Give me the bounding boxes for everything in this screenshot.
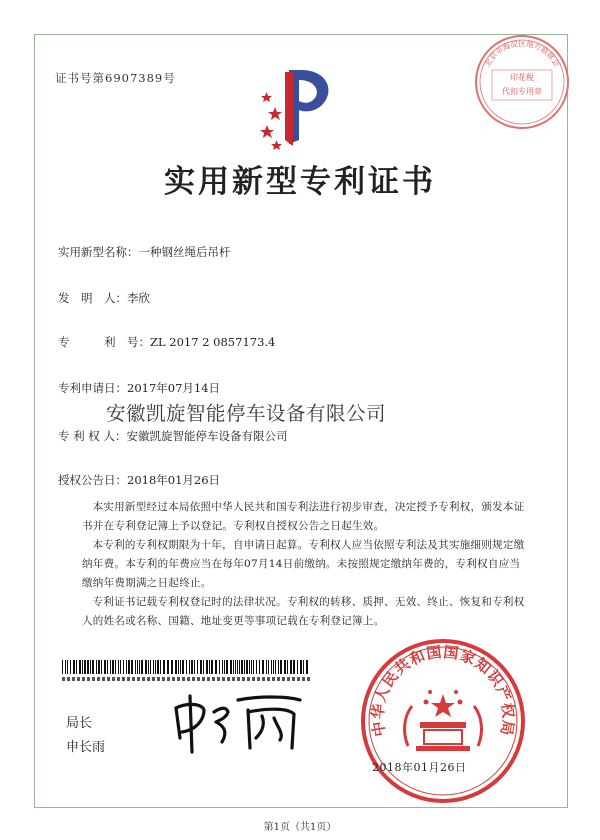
barcode-digit-mark (97, 677, 100, 681)
barcode-bar (241, 660, 243, 674)
barcode-digit-mark (72, 677, 75, 681)
barcode-digit-mark (142, 677, 145, 681)
barcode-digit-mark (102, 677, 105, 681)
barcode-digit-mark (92, 677, 95, 681)
body-text (82, 498, 528, 631)
barcode-digit-mark (292, 677, 295, 681)
barcode-digit-mark (87, 677, 90, 681)
barcode-bar (284, 660, 286, 674)
barcode-bar (300, 660, 302, 674)
barcode-bar (180, 660, 181, 674)
barcode-bar (303, 660, 304, 674)
barcode-bar (297, 660, 298, 674)
barcode-bar (253, 660, 254, 674)
patentee-overlay-text: 安徽凯旋智能停车设备有限公司 (106, 402, 387, 425)
barcode-digit-mark (132, 677, 135, 681)
barcode-bar (98, 660, 100, 674)
barcode-bar (256, 660, 257, 674)
barcode-digit-mark (287, 677, 290, 681)
barcode-digit-mark (112, 677, 115, 681)
barcode-bar (112, 660, 114, 674)
barcode-digit-mark (182, 677, 185, 681)
barcode-digit-mark (162, 677, 165, 681)
barcode-bar (123, 660, 124, 674)
barcode-bar (182, 660, 184, 674)
barcode-digit-mark (212, 677, 215, 681)
seal-top-inner-1: 印花税 (510, 73, 534, 82)
field-inventor (58, 290, 150, 306)
barcode-digit-mark (242, 677, 245, 681)
barcode-bar (211, 660, 213, 674)
barcode-bar (194, 660, 195, 674)
barcode-bar (249, 660, 250, 674)
field-inventor-value: 李欣 (127, 291, 150, 305)
svg-text:北京市海淀区地方联席会 (482, 38, 562, 69)
barcode-bar (163, 660, 165, 674)
barcode-digit-mark (282, 677, 285, 681)
field-patent-number-label: 专 利 号： (58, 335, 150, 349)
barcode-digit-mark (147, 677, 150, 681)
field-name-value: 一种钢丝绳后吊杆 (138, 245, 231, 259)
seal-date: 2018年01月26日 (372, 761, 467, 774)
barcode-digit-mark (117, 677, 120, 681)
barcode-digit-mark (277, 677, 280, 681)
barcode-digit-mark (67, 677, 70, 681)
barcode-digit-mark (207, 677, 210, 681)
barcode-bar (157, 660, 159, 674)
barcode-digit-mark (187, 677, 190, 681)
barcode-digit-mark (172, 677, 175, 681)
barcode-digit-mark (222, 677, 225, 681)
barcode-bar (287, 660, 288, 674)
barcode-bar (115, 660, 116, 674)
barcode-bar (206, 660, 208, 674)
field-patentee (58, 428, 287, 444)
barcode-digit-mark (152, 677, 155, 681)
field-patent-number (58, 334, 275, 350)
barcode-bar (101, 660, 102, 674)
barcode-bar (118, 660, 119, 674)
barcode-bar (215, 660, 217, 674)
barcode-bar (268, 660, 269, 674)
barcode-bar (306, 660, 308, 674)
barcode-bar (219, 660, 220, 674)
cnipa-logo (255, 60, 345, 150)
field-filing-date-value: 2017年07月14日 (127, 381, 221, 395)
barcode-digit-mark (302, 677, 305, 681)
barcode-digit-mark (197, 677, 200, 681)
barcode-bar (259, 660, 260, 674)
barcode-digit-mark (107, 677, 110, 681)
barcode-digit-mark (252, 677, 255, 681)
barcode-bar (244, 660, 245, 674)
field-filing-date-label: 专利申请日： (58, 381, 127, 395)
body-paragraph: 专利证书记载专利权登记时的法律状况。专利权的转移、质押、无效、终止、恢复和专利权人的姓名或名称、国籍、地址变更等事项记载在专利登记簿上。 (82, 596, 525, 627)
barcode-bar (110, 660, 111, 674)
field-patentee-value: 安徽凯旋智能停车设备有限公司 (126, 429, 288, 443)
page-footer: 第1页（共1页） (263, 822, 337, 833)
barcode-bar (271, 660, 272, 674)
field-name-label: 实用新型名称： (58, 245, 139, 259)
barcode-bar (246, 660, 248, 674)
body-paragraph: 本实用新型经过本局依照中华人民共和国专利法进行初步审查，决定授予专利权，颁发本证书并在专利登记簿上予以登记。专利权自授权公告之日起生效。 (82, 501, 525, 532)
barcode-digit-mark (167, 677, 170, 681)
barcode-bar (131, 660, 133, 674)
signature-title: 局长 (66, 716, 93, 731)
barcode-digit-mark (307, 677, 310, 681)
barcode (62, 660, 312, 674)
barcode-bar (278, 660, 279, 674)
barcode-bar (209, 660, 210, 674)
barcode-bar (178, 660, 179, 674)
barcode-bar (126, 660, 127, 674)
barcode-bar (150, 660, 151, 674)
barcode-bar (76, 660, 77, 674)
field-patent-number-value: ZL 2017 2 0857173.4 (150, 335, 276, 349)
certificate-title: 实用新型专利证书 (164, 164, 436, 200)
barcode-bar (239, 660, 240, 674)
barcode-bar (203, 660, 204, 674)
barcode-bar (82, 660, 83, 674)
barcode-bar (128, 660, 130, 674)
barcode-bar (92, 660, 94, 674)
barcode-bar (191, 660, 193, 674)
barcode-bar (70, 660, 71, 674)
barcode-bar (137, 660, 138, 674)
barcode-bar (167, 660, 169, 674)
seal-arc-text: 中华人民共和国国家知识产权局 (368, 642, 518, 738)
barcode-bar (171, 660, 173, 674)
barcode-bar (186, 660, 187, 674)
barcode-digit-mark (62, 677, 65, 681)
barcode-bar (62, 660, 63, 674)
barcode-digit-mark (157, 677, 160, 681)
signature-name: 申长雨 (66, 740, 106, 755)
barcode-digit-mark (257, 677, 260, 681)
barcode-digit-mark (267, 677, 270, 681)
barcode-bar (266, 660, 267, 674)
barcode-digit-mark (192, 677, 195, 681)
barcode-bar (251, 660, 252, 674)
barcode-bar (104, 660, 106, 674)
barcode-bar (65, 660, 66, 674)
field-filing-date (58, 380, 220, 396)
barcode-bar (135, 660, 136, 674)
barcode-bar (273, 660, 274, 674)
barcode-digit-mark (77, 677, 80, 681)
field-inventor-label: 发 明 人： (58, 291, 127, 305)
field-grant-date-label: 授权公告日： (58, 473, 127, 487)
barcode-bar (230, 660, 232, 674)
seal-top-arc-text: 北京市海淀区地方联席会 (482, 39, 562, 69)
barcode-bar (197, 660, 198, 674)
barcode-bar (275, 660, 276, 674)
barcode-bar (73, 660, 75, 674)
barcode-digit-mark (217, 677, 220, 681)
tax-seal-stamp (470, 30, 574, 134)
handwritten-signature (168, 690, 308, 754)
barcode-digit-mark (177, 677, 180, 681)
barcode-bar (153, 660, 154, 674)
barcode-bar (280, 660, 282, 674)
official-seal-stamp (358, 636, 528, 806)
barcode-digit-mark (202, 677, 205, 681)
field-patentee-label: 专 利 权 人： (58, 429, 127, 443)
barcode-digit-mark (137, 677, 140, 681)
barcode-bar (90, 660, 91, 674)
barcode-bar (84, 660, 86, 674)
barcode-bar (87, 660, 89, 674)
barcode-digit-mark (127, 677, 130, 681)
field-name (58, 244, 231, 260)
barcode-bar (189, 660, 190, 674)
certificate-number: 证书号第6907389号 (55, 71, 176, 85)
barcode-digit-mark (272, 677, 275, 681)
barcode-bar (200, 660, 202, 674)
barcode-bar (175, 660, 177, 674)
body-paragraph: 本专利的专利权期限为十年，自申请日起算。专利权人应当依照专利法及其实施细则规定缴纳年费。本专利的年费应当在每年07月14日前缴纳。未按照规定缴纳年费的，专利权自应当缴纳年费期满之日起终止。 (82, 539, 525, 589)
barcode-bar (224, 660, 225, 674)
barcode-bar (79, 660, 81, 674)
barcode-bar (160, 660, 161, 674)
seal-top-inner-2: 代扣专用章 (502, 87, 542, 96)
barcode-digit-mark (297, 677, 300, 681)
barcode-bar (155, 660, 156, 674)
field-grant-date (58, 472, 220, 488)
barcode-bar (148, 660, 149, 674)
barcode-bar (290, 660, 292, 674)
barcode-bar (233, 660, 234, 674)
barcode-digits (62, 676, 312, 682)
barcode-bar (262, 660, 264, 674)
barcode-digit-mark (247, 677, 250, 681)
barcode-digit-mark (227, 677, 230, 681)
barcode-bar (139, 660, 140, 674)
barcode-bar (96, 660, 97, 674)
barcode-bar (141, 660, 143, 674)
barcode-bar (226, 660, 228, 674)
barcode-bar (235, 660, 236, 674)
barcode-bar (107, 660, 108, 674)
barcode-digit-mark (122, 677, 125, 681)
barcode-digit-mark (237, 677, 240, 681)
barcode-digit-mark (232, 677, 235, 681)
field-grant-date-value: 2018年01月26日 (127, 473, 221, 487)
barcode-bar (145, 660, 147, 674)
barcode-bar (67, 660, 68, 674)
barcode-digit-mark (262, 677, 265, 681)
barcode-digit-mark (82, 677, 85, 681)
barcode-bar (222, 660, 223, 674)
barcode-bar (293, 660, 295, 674)
barcode-bar (237, 660, 238, 674)
barcode-bar (120, 660, 121, 674)
